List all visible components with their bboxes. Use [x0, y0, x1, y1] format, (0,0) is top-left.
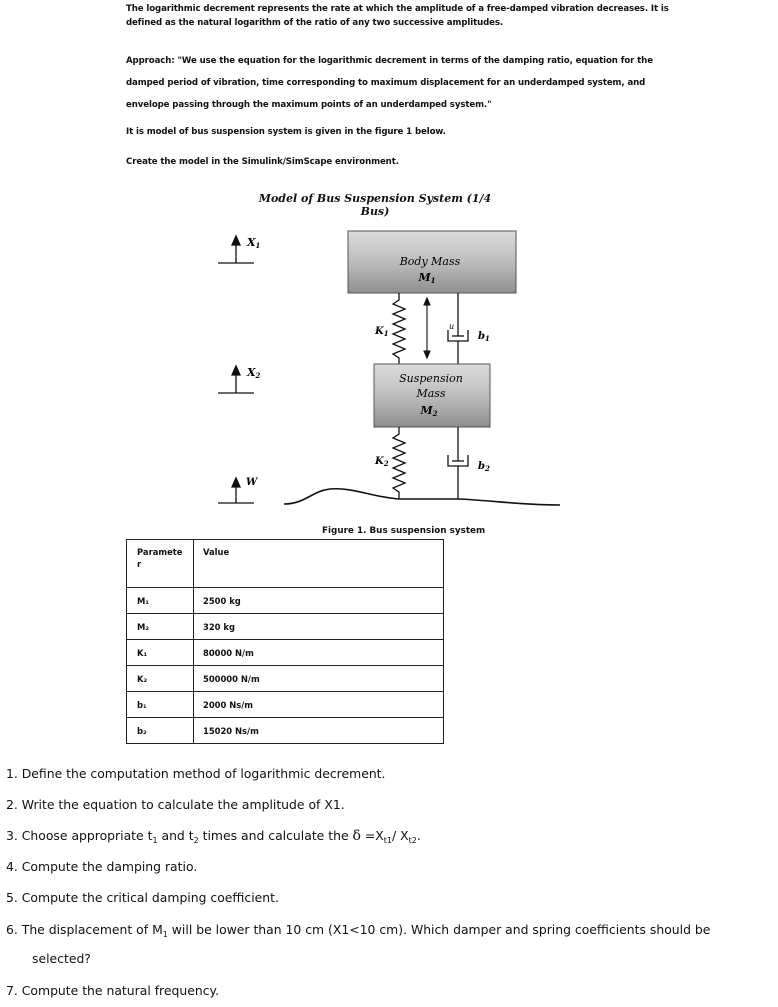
- header-parameter: Paramete r: [127, 540, 194, 588]
- x2-label: X2: [247, 366, 261, 380]
- figure-caption: Figure 1. Bus suspension system: [322, 526, 486, 536]
- table-row: [127, 640, 444, 666]
- table-row: [127, 614, 444, 640]
- suspension-label: Suspension: [399, 372, 463, 385]
- table-row: [127, 588, 444, 614]
- spring-k2: [393, 427, 405, 499]
- table-header-row: [127, 540, 444, 588]
- figure-title: Model of Bus Suspension System (1/4 Bus): [258, 192, 492, 218]
- k1-label: $K_1$: [375, 326, 389, 338]
- road-profile: [284, 489, 560, 505]
- value-cell: 320 kg: [194, 614, 444, 640]
- w-label: W: [246, 477, 258, 488]
- approach-label: Approach:: [126, 56, 175, 66]
- damper-b2: [448, 427, 468, 499]
- body-mass-label: Body Mass: [399, 255, 461, 268]
- m2-label: M2: [420, 404, 438, 418]
- m1-label: M1: [418, 271, 436, 285]
- value-cell: 80000 N/m: [194, 640, 444, 666]
- question-6-continuation: selected?: [32, 951, 91, 966]
- question-5: 5. Compute the critical damping coefficient.: [6, 890, 279, 905]
- param-cell: K₁: [127, 640, 194, 666]
- value-cell: 15020 Ns/m: [194, 718, 444, 744]
- table-row: [127, 666, 444, 692]
- actuator-u-arrow: [424, 298, 430, 358]
- question-6: 6. The displacement of $M_1$ will be lower than 10 cm (X1<10 cm). Which damper and spring coefficients should be: [6, 922, 711, 939]
- question-1: 1. Define the computation method of logarithmic decrement.: [6, 766, 386, 781]
- x1-label: X1: [247, 236, 261, 250]
- value-cell: 500000 N/m: [194, 666, 444, 692]
- param-cell: M₂: [127, 614, 194, 640]
- value-cell: 2000 Ns/m: [194, 692, 444, 718]
- u-label: u: [449, 322, 455, 331]
- b1-label: $b_1$: [478, 331, 490, 343]
- approach-text: "We use the equation for the logarithmic decrement in terms of the damping ratio, equation for the damped period of vibration, time corresponding to maximum displacement for an underdamped system, and envelope passing through the maximum points of an underdamped system.": [126, 56, 653, 110]
- parameter-table: [126, 539, 444, 744]
- question-2: 2. Write the equation to calculate the amplitude of X1.: [6, 797, 345, 812]
- suspension-mass-label: Mass: [416, 387, 446, 400]
- value-cell: 2500 kg: [194, 588, 444, 614]
- k2-label: $K_2$: [375, 456, 389, 468]
- param-cell: K₂: [127, 666, 194, 692]
- header-value: Value: [194, 540, 444, 588]
- param-cell: b₁: [127, 692, 194, 718]
- table-row: [127, 692, 444, 718]
- param-cell: M₁: [127, 588, 194, 614]
- table-row: [127, 718, 444, 744]
- question-3: 3. Choose appropriate $t_1$ and $t_2$ times and calculate the $\delta =X_{t1}/$ $X_{t2}$.: [6, 828, 421, 845]
- spring-k1: [393, 293, 405, 364]
- b2-label: $b_2$: [478, 461, 490, 473]
- param-cell: b₂: [127, 718, 194, 744]
- intro-paragraph: The logarithmic decrement represents the rate at which the amplitude of a free-damped vibration decreases. It is defined as the natural logarithm of the ratio of any two successive amplitudes.: [126, 4, 669, 28]
- model-statement: It is model of bus suspension system is given in the figure 1 below.: [126, 127, 446, 137]
- simulink-instruction: Create the model in the Simulink/SimScape environment.: [126, 157, 399, 167]
- question-4: 4. Compute the damping ratio.: [6, 859, 198, 874]
- question-7: 7. Compute the natural frequency.: [6, 983, 220, 998]
